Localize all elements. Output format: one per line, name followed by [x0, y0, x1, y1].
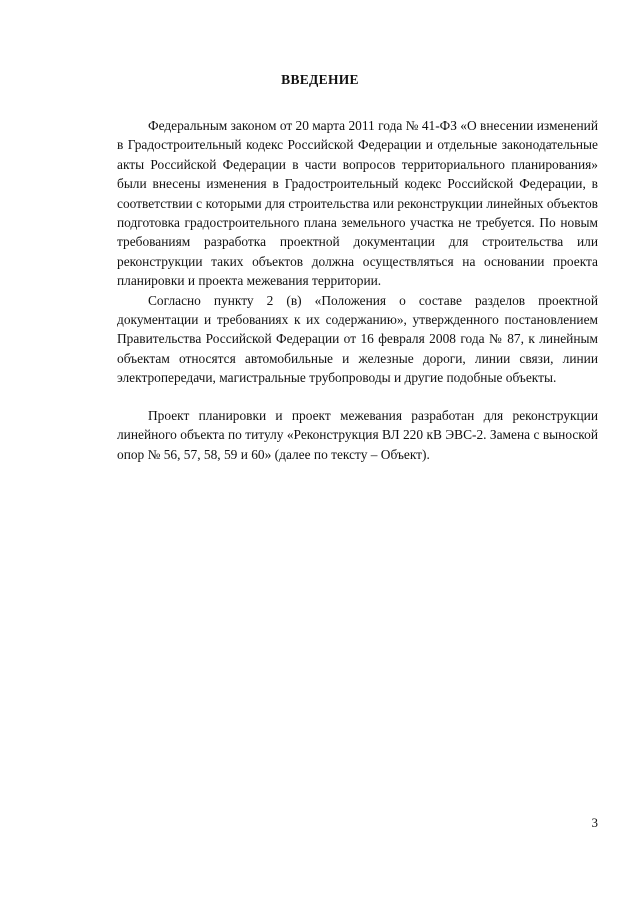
paragraph-project: Проект планировки и проект межевания разработан для реконструкции линейного объекта по титулу «Реконструкция ВЛ 220 кВ ЭВС-2. Замена с выноской опор № 56, 57, 58, 59 и 60» (далее по тексту – Объект). [117, 407, 598, 462]
document-body [117, 116, 598, 464]
page-title: ВВЕДЕНИЕ [281, 72, 359, 87]
paragraph-regulation: Согласно пункту 2 (в) «Положения о составе разделов проектной документации и требованиях к их содержанию», утвержденного постановлением Правительства Российской Федерации от 16 февраля 2008 года № 87, к линейным объектам относятся автомобильные и железные дороги, линии связи, линии электропередачи, магистральные трубопроводы и другие подобные объекты. [117, 292, 598, 386]
paragraph-federal-law: Федеральным законом от 20 марта 2011 года № 41-ФЗ «О внесении изменений в Градостроительный кодекс Российской Федерации и отдельные законодательные акты Российской Федерации в части вопросов территориального планирования» были внесены изменения в Градостроительный кодекс Российской Федерации, в соответствии с которыми для строительства или реконструкции линейных объектов подготовка градостроительного плана земельного участка не требуется. По новым требованиям разработка проектной документации для строительства или реконструкции таких объектов должна осуществляться на основании проекта планировки и проекта межевания территории. [117, 118, 598, 289]
page-number: 3 [591, 815, 598, 830]
